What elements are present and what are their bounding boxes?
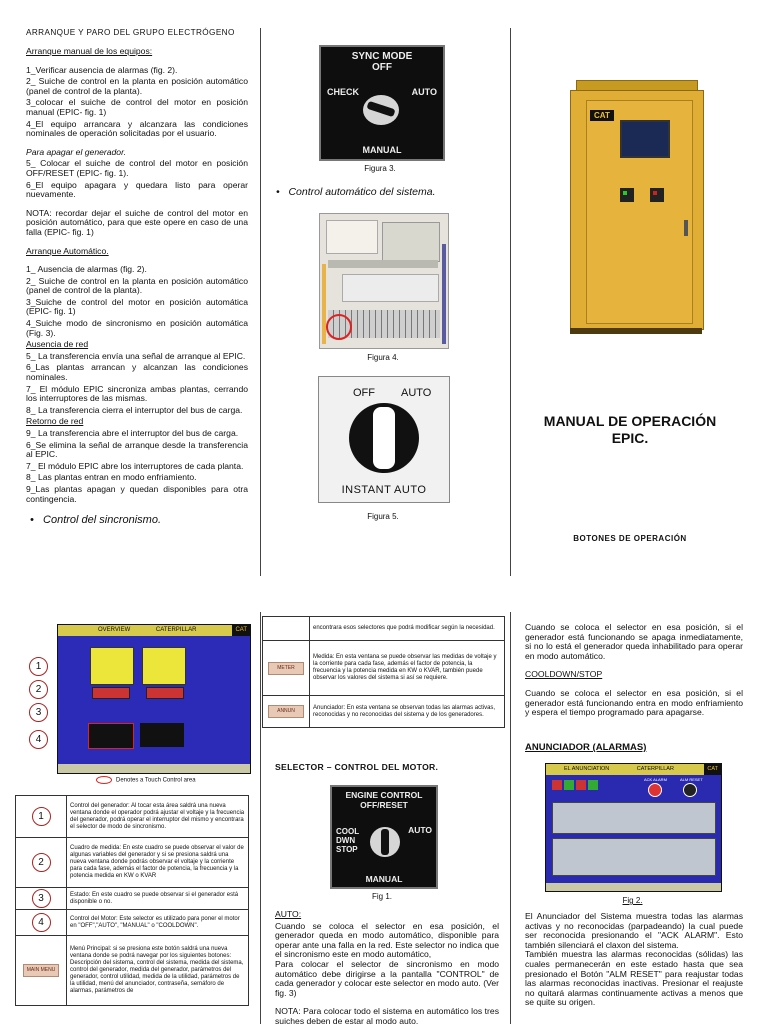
table-row [263,617,505,641]
table-row [16,888,249,910]
auto-text-2: Para colocar el selector de sincronismo en modo automático debe dirigirse a la pantalla "CONTROL" de cada generador y colocar este selector en modo auto. (Ver fig. 3) [275,958,499,998]
cooldown-text: Cuando se coloca el selector en esa posición, si el generador está funcionando entra en modo enfriamiento y espera el tiempo programado para apagarse. [525,687,743,718]
screen-title: OVERVIEW [98,627,131,633]
engine-auto: AUTO [408,825,432,835]
engine-manual: MANUAL [365,874,403,884]
table-row [263,696,505,728]
step: 2_ Suiche de control en la planta en posición automático (panel de control de la planta). [26,76,248,96]
callout-number: 2 [29,680,48,699]
off-description [525,623,743,720]
row-text: Menú Principal: si se presiona este botón saldrá una nueva ventana donde se podrá navegar por los siguientes botones: Descripción del sistema, control del sistema, medida del sistema, control del generador, medida del generador, parámetros del generador, control utilidad, medida de la utilidad, parámetros de la utilidad, menú del anunciador, contraseña, semáforo de alarmas, parámetros de [67,936,249,1006]
divider-bottom-right [510,612,511,1024]
callout-number: 4 [29,730,48,749]
annun-titlebar [546,764,721,775]
fig5-caption: Figura 5. [367,512,399,521]
switch-knob-handle [373,407,395,469]
step: 8_ La transferencia cierra el interruptor del bus de carga. [26,404,243,415]
sync-auto: AUTO [411,87,437,97]
row-text: encontrara esos selectores que podrá modificar según la necesidad. [310,617,505,641]
row-text: Estado: En este cuadro se puede observar si el generador está disponible o no. [67,888,249,910]
step: 1_Verificar ausencia de alarmas (fig. 2). [26,64,178,75]
step: 7_ El módulo EPIC sincroniza ambas plantas, cerrando los interruptores de las mismas. [26,383,248,404]
callout-number: 1 [29,657,48,676]
annun-para-2: También muestra las alarmas reconocidas (sólidas) las cuales permanecerán en este estado hasta que sea presionado el Botón "ALM RESET" para reajustar todas las alarmas reconocidas inactivas. Presionar el reajuste no quitará alarmas continuamente activas a menos que se quite su origen. [525,949,743,1008]
step: 2_ Suiche de control en la planta en posición automático (panel de control de la planta). [26,275,248,296]
step: 7_ El módulo EPIC abre los interruptores de cada planta. [26,460,244,471]
num-cell [16,796,67,838]
instant-auto-label: INSTANT AUTO [341,484,427,496]
off-auto-switch[interactable] [318,376,450,503]
fig4-caption: Figura 4. [367,353,399,362]
alm-reset-button[interactable] [683,783,697,797]
step: 3_colocar el suiche de control del motor en posición manual (EPIC- fig. 1) [26,97,248,117]
overview-screen [57,624,251,774]
off-text: Cuando se coloca el selector en esa posición, si el generador está funcionando se apaga inmediatamente, si no lo está el generador queda inhabilitado para operar en modo automático. [525,622,743,661]
engine-offreset: OFF/RESET [360,800,408,810]
nota: NOTA: recordar dejar el suiche de control del motor en posición automático, para que este opere en caso de una falla (EPIC- fig. 1) [26,207,248,237]
step: 8_ Las plantas entran en modo enfriamiento. [26,472,197,483]
divider-top-right [510,28,511,576]
bullet-text: Control automático del sistema. [288,186,436,198]
alm-reset-label: ALM RESET [680,777,703,782]
callout-2 [29,680,48,699]
touch-legend [96,776,196,784]
cabinet-display [620,120,670,158]
screen-logo: CAT [232,625,250,636]
table-row [16,838,249,888]
num-cell [16,910,67,936]
step: 6_El equipo apagara y quedara listo para operar nuevamente. [26,179,248,200]
bullet-text: Control del sincronismo. [43,514,162,527]
auto-text: Cuando se coloca el selector en esa posición, el generador queda en modo automático, disponible para operar ante una falla en la red. Este selector no indica que el sincronismo este en modo automático, [275,920,499,960]
btn-cell [263,696,310,728]
row-number: 1 [32,807,51,826]
screen-titlebar [58,625,250,636]
ack-alarm-label: ACK ALARM [644,777,667,782]
cabinet-interior-photo [319,213,449,349]
off-label: OFF [353,387,375,399]
step: 9_Las plantas apagan y quedan disponibles para otra contingencia. [26,483,248,504]
buttons-table [262,616,505,728]
row-number: 3 [32,889,51,908]
step: 4_Suiche modo de sincronismo en posición automática (Fig. 3). [26,318,248,338]
step: 3_Suiche de control del motor en posición automática (EPIC- fig. 1) [26,296,248,317]
cat-logo: CAT [590,110,614,121]
annun-logo: CAT [704,764,721,775]
table-row [16,910,249,936]
engine-title: ENGINE CONTROL [345,790,423,800]
cooldown-heading: COOLDOWN/STOP [525,669,603,680]
screen-brand: CATERPILLAR [155,627,197,633]
engine-cool: COOL DWN STOP [336,827,360,854]
sync-mode-switch[interactable] [319,45,445,161]
bullet-sincronismo: • Control del sincronismo. [30,514,162,527]
fig2-caption: Fig 2. [622,896,643,905]
row-text: Cuadro de medida: En este cuadro se puede observar el valor de algunas variables del generador y si se presiona saldrá una nueva ventana donde podrás observar el voltaje y la corriente para cada fase, además el factor de potencia, la frecuencia y la potencia medida en KW o KVAR [67,838,249,888]
meter-button[interactable]: METER [268,662,304,675]
auto-label: AUTO [401,387,432,399]
panel-arranque [26,28,248,526]
manual-subtitle: BOTONES DE OPERACIÓN [573,534,687,543]
divider-top-left [260,28,261,576]
table-row [263,641,505,696]
callout-4 [29,730,48,749]
callout-number: 3 [29,703,48,722]
bullet-control-auto: • Control automático del sistema. [276,186,436,198]
annun-button[interactable]: ANNUN [268,705,304,718]
btn-cell [263,617,310,641]
step: 6_Las plantas arrancan y alcanzan las condiciones nominales. [26,362,248,383]
row-number: 2 [32,853,51,872]
ausencia-heading: Ausencia de red [26,339,89,350]
annun-title: EL ANUNCIATION [564,766,610,772]
sync-check: CHECK [327,87,360,97]
sync-off: OFF [372,62,392,73]
num-cell [16,888,67,910]
step: 9_ La transferencia abre el interruptor del bus de carga. [26,428,239,438]
stop-heading: Para apagar el generador. [26,146,127,157]
anunciador-heading: ANUNCIADOR (ALARMAS) [525,742,647,753]
row-text: Anunciador: En esta ventana se observan todas las alarmas activas, reconocidas y no reconocidas del sistema y de los generadores. [310,696,505,728]
row-text: Control del generador: Al tocar esta área saldrá una nueva ventana donde el operador podrá ajustar el voltaje y la frecuencia del generador, podrá operar el interruptor del mismo y encontrara el selector de modo de sincronismo. [67,796,249,838]
callout-1 [29,657,48,676]
divider-bottom-left [260,612,261,1024]
page-title: ARRANQUE Y PARO DEL GRUPO ELECTRÓGENO [26,28,235,37]
step: 5_ Colocar el suiche de control del motor en posición OFF/RESET (EPIC- fig. 1). [26,158,248,178]
row-number: 4 [32,913,51,932]
selector-heading: SELECTOR – CONTROL DEL MOTOR. [275,762,439,772]
step: 6_Se elimina la señal de arranque desde la transferencia al EPIC. [26,439,248,460]
main-menu-button[interactable]: MAIN MENU [23,964,59,977]
btn-cell [263,641,310,696]
table-row [16,796,249,838]
overview-table [15,795,249,1006]
num-cell [16,838,67,888]
table-row [16,936,249,1006]
auto-label: AUTO: [275,909,302,919]
sync-manual: MANUAL [362,145,402,155]
auto-heading: Arranque Automático. [26,245,109,256]
manual-heading: Arranque manual de los equipos: [26,46,153,56]
step: 4_El equipo arrancara y alcanzara las condiciones nominales de operación solicitadas por el usuario. [26,118,248,139]
highlight-circle [326,314,352,340]
row-text: Control del Motor: Este selector es utilizado para poner el motor en "OFF","AUTO", "MANUAL" o "COOLDOWN". [67,910,249,936]
engine-knob-bar [381,829,389,855]
sync-title: SYNC MODE [351,51,413,62]
cabinet-photo [566,80,706,334]
ack-alarm-button[interactable] [648,783,662,797]
nota-text: NOTA: Para colocar todo el sistema en automático los tres suiches deben de estar al modo auto. [275,1006,499,1026]
btn-cell [16,936,67,1006]
auto-description [275,910,499,1029]
manual-title: MANUAL DE OPERACIÓN EPIC. [543,413,717,446]
fig3-caption: Figura 3. [364,164,396,173]
annunciator-description [525,912,743,1010]
callout-3 [29,703,48,722]
row-text: Medida: En esta ventana se puede observar las medidas de voltaje y la corriente para cada fase, además el factor de potencia, la frecuencia y la potencia medida en KW o KVAR, también puede observar los valores del sistema si así se requiere. [310,641,505,696]
legend-ellipse [96,776,112,784]
legend-text: Denotes a Touch Control area [116,777,196,784]
step: 1_ Ausencia de alarmas (fig. 2). [26,264,147,275]
annun-brand: CATERPILLAR [636,766,674,772]
engine-control-switch[interactable] [330,785,438,889]
annunciator-screen [545,763,722,892]
fig1-caption: Fig 1. [371,892,392,901]
step: 5_ La transferencia envía una señal de arranque al EPIC. [26,350,246,361]
retorno-heading: Retorno de red [26,416,84,427]
annun-para-1: El Anunciador del Sistema muestra todas las alarmas activas y no reconocidas (parpadeando) la cual puede ser reconocida presionando el "ACK ALARM". Esto también silenciará el claxon del sistema. [525,911,743,950]
